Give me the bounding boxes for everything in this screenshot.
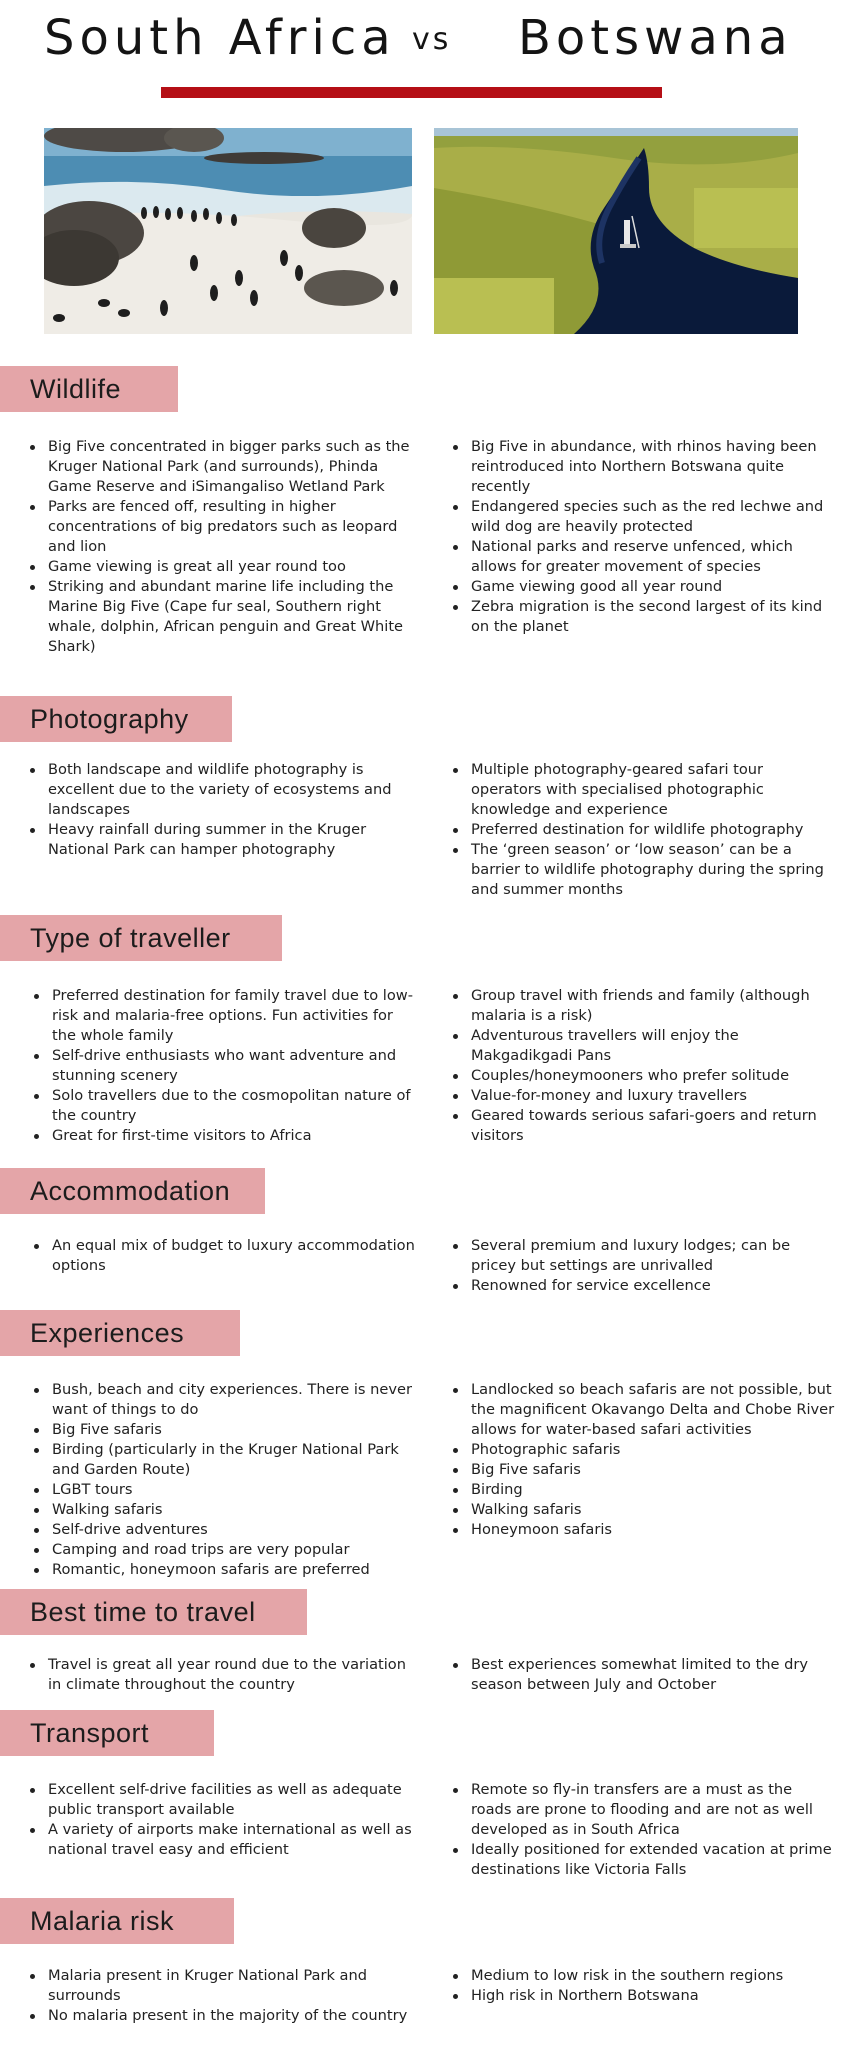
bullet-item: Medium to low risk in the southern regions: [453, 1966, 835, 1986]
section-tab-experiences: Experiences: [0, 1310, 240, 1356]
bullet-item: Game viewing is great all year round too: [30, 557, 415, 577]
bullet-item: The ‘green season’ or ‘low season’ can be a barrier to wildlife photography during the spring and summer months: [453, 840, 835, 900]
bullet-item: Big Five safaris: [34, 1420, 415, 1440]
bullet-item: Honeymoon safaris: [453, 1520, 835, 1540]
bullet-item: Landlocked so beach safaris are not possible, but the magnificent Okavango Delta and Chobe River allows for water-based safari activities: [453, 1380, 835, 1440]
section-tab-malaria-risk: Malaria risk: [0, 1898, 234, 1944]
bullet-item: Multiple photography-geared safari tour operators with specialised photographic knowledge and experience: [453, 760, 835, 820]
bullet-item: Several premium and luxury lodges; can be pricey but settings are unrivalled: [453, 1236, 835, 1276]
best-time-south-africa-list: [30, 1655, 415, 1695]
experiences-botswana-list: [453, 1380, 835, 1540]
section-tab-best-time-to-travel: Best time to travel: [0, 1589, 307, 1635]
bullet-item: Birding (particularly in the Kruger National Park and Garden Route): [34, 1440, 415, 1480]
bullet-item: Endangered species such as the red lechwe and wild dog are heavily protected: [453, 497, 835, 537]
transport-botswana-list: [453, 1780, 835, 1880]
section-tab-transport: Transport: [0, 1710, 214, 1756]
bullet-item: Value-for-money and luxury travellers: [453, 1086, 835, 1106]
title-botswana: Botswana: [518, 10, 793, 66]
section-tab-accommodation: Accommodation: [0, 1168, 265, 1214]
bullet-item: No malaria present in the majority of the country: [30, 2006, 415, 2026]
bullet-item: High risk in Northern Botswana: [453, 1986, 835, 2006]
bullet-item: Best experiences somewhat limited to the dry season between July and October: [453, 1655, 835, 1695]
title-vs: vs: [412, 22, 452, 57]
penguin-beach-photo: [44, 128, 412, 334]
wildlife-botswana-list: [453, 437, 835, 637]
bullet-item: Couples/honeymooners who prefer solitude: [453, 1066, 835, 1086]
bullet-item: Striking and abundant marine life including the Marine Big Five (Cape fur seal, Southern right whale, dolphin, African penguin and Great White Shark): [30, 577, 415, 657]
traveller-botswana-list: [453, 986, 835, 1146]
bullet-item: Birding: [453, 1480, 835, 1500]
bullet-item: Big Five in abundance, with rhinos having been reintroduced into Northern Botswana quite recently: [453, 437, 835, 497]
bullet-item: Adventurous travellers will enjoy the Makgadikgadi Pans: [453, 1026, 835, 1066]
bullet-item: Great for first-time visitors to Africa: [34, 1126, 415, 1146]
best-time-botswana-list: [453, 1655, 835, 1695]
wildlife-south-africa-list: [30, 437, 415, 657]
bullet-item: Romantic, honeymoon safaris are preferred: [34, 1560, 415, 1580]
bullet-item: Walking safaris: [34, 1500, 415, 1520]
malaria-south-africa-list: [30, 1966, 415, 2026]
section-tab-wildlife: Wildlife: [0, 366, 178, 412]
bullet-item: Preferred destination for wildlife photography: [453, 820, 835, 840]
bullet-item: Remote so fly-in transfers are a must as the roads are prone to flooding and are not as well developed as in South Africa: [453, 1780, 835, 1840]
bullet-item: Camping and road trips are very popular: [34, 1540, 415, 1560]
bullet-item: Travel is great all year round due to the variation in climate throughout the country: [30, 1655, 415, 1695]
bullet-item: Geared towards serious safari-goers and return visitors: [453, 1106, 835, 1146]
accommodation-south-africa-list: [34, 1236, 415, 1276]
experiences-south-africa-list: [34, 1380, 415, 1580]
bullet-item: Renowned for service excellence: [453, 1276, 835, 1296]
bullet-item: National parks and reserve unfenced, which allows for greater movement of species: [453, 537, 835, 577]
bullet-item: Excellent self-drive facilities as well as adequate public transport available: [30, 1780, 415, 1820]
bullet-item: Heavy rainfall during summer in the Kruger National Park can hamper photography: [30, 820, 415, 860]
okavango-delta-photo: [434, 128, 798, 334]
bullet-item: Zebra migration is the second largest of its kind on the planet: [453, 597, 835, 637]
bullet-item: Self-drive enthusiasts who want adventure and stunning scenery: [34, 1046, 415, 1086]
section-tab-photography: Photography: [0, 696, 232, 742]
bullet-item: Game viewing good all year round: [453, 577, 835, 597]
malaria-botswana-list: [453, 1966, 835, 2006]
bullet-item: Big Five safaris: [453, 1460, 835, 1480]
bullet-item: Group travel with friends and family (although malaria is a risk): [453, 986, 835, 1026]
bullet-item: Malaria present in Kruger National Park and surrounds: [30, 1966, 415, 2006]
bullet-item: Photographic safaris: [453, 1440, 835, 1460]
bullet-item: Self-drive adventures: [34, 1520, 415, 1540]
bullet-item: Ideally positioned for extended vacation at prime destinations like Victoria Falls: [453, 1840, 835, 1880]
title-south-africa: South Africa: [44, 10, 396, 66]
bullet-item: Walking safaris: [453, 1500, 835, 1520]
section-tab-type-of-traveller: Type of traveller: [0, 915, 282, 961]
accommodation-botswana-list: [453, 1236, 835, 1296]
transport-south-africa-list: [30, 1780, 415, 1860]
bullet-item: Preferred destination for family travel due to low-risk and malaria-free options. Fun activities for the whole family: [34, 986, 415, 1046]
bullet-item: Big Five concentrated in bigger parks such as the Kruger National Park (and surrounds), Phinda Game Reserve and iSimangaliso Wetland Park: [30, 437, 415, 497]
bullet-item: Both landscape and wildlife photography is excellent due to the variety of ecosystems and landscapes: [30, 760, 415, 820]
photography-botswana-list: [453, 760, 835, 900]
photography-south-africa-list: [30, 760, 415, 860]
bullet-item: Bush, beach and city experiences. There is never want of things to do: [34, 1380, 415, 1420]
bullet-item: Solo travellers due to the cosmopolitan nature of the country: [34, 1086, 415, 1126]
bullet-item: A variety of airports make international as well as national travel easy and efficient: [30, 1820, 415, 1860]
traveller-south-africa-list: [34, 986, 415, 1146]
bullet-item: LGBT tours: [34, 1480, 415, 1500]
bullet-item: An equal mix of budget to luxury accommodation options: [34, 1236, 415, 1276]
title-divider: [161, 87, 662, 98]
bullet-item: Parks are fenced off, resulting in higher concentrations of big predators such as leopard and lion: [30, 497, 415, 557]
